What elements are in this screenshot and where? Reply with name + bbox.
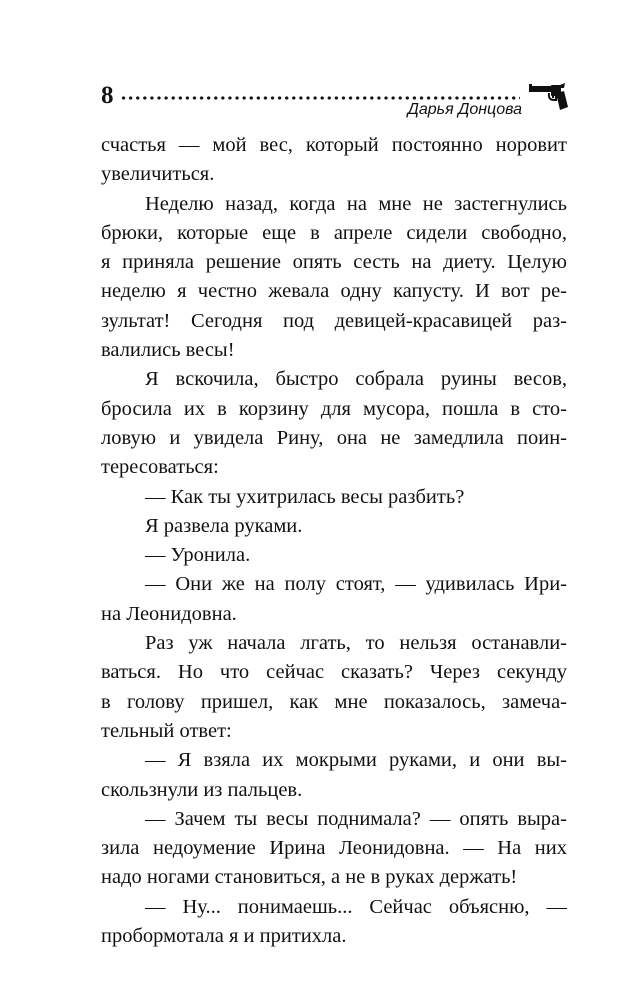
paragraph [101, 805, 567, 893]
text-line: счастья — мой вес, который постоянно норовит [101, 134, 567, 156]
paragraph [101, 570, 567, 629]
text-line: Неделю назад, когда на мне не застегнулись [145, 192, 567, 215]
text-line: зила недоумение Ирина Леонидовна. — На них [101, 837, 567, 860]
paragraph [101, 893, 567, 952]
text-line: на Леонидовна. [101, 602, 237, 625]
text-line: — Я взяла их мокрыми руками, и они вы- [145, 749, 567, 772]
text-line: тельный ответ: [101, 719, 232, 742]
text-line: ваться. Но что сейчас сказать? Через секунду [101, 661, 567, 684]
text-line: — Ну... понимаешь... Сейчас объясню, — [145, 895, 567, 918]
paragraph [101, 512, 567, 541]
text-line: увеличиться. [101, 163, 215, 186]
text-line: Я развела руками. [145, 514, 303, 537]
text-line: — Как ты ухитрилась весы разбить? [145, 485, 465, 508]
paragraph [101, 629, 567, 746]
text-line: надо ногами становиться, а не в руках держать! [101, 866, 518, 889]
text-line: Раз уж начала лгать, то нельзя останавли- [145, 632, 567, 655]
text-line: Я вскочила, быстро собрала руины весов, [145, 368, 567, 391]
page-number: 8 [101, 82, 114, 109]
text-line: — Они же на полу стоят, — удивилась Ири- [145, 573, 567, 596]
paragraph [101, 483, 567, 512]
text-line: бросила их в корзину для мусора, пошла в сто- [101, 397, 567, 420]
text-line: я приняла решение опять сесть на диету. Целую [101, 251, 567, 274]
text-line: брюки, которые еще в апреле сидели свободно, [101, 221, 567, 244]
body-text [101, 131, 567, 951]
paragraph [101, 131, 567, 190]
text-line: ловую и увидела Рину, она не замедлила поин- [101, 426, 567, 449]
text-line: в голову пришел, как мне показалось, замеча- [101, 690, 567, 713]
text-line: неделю я честно жевала одну капусту. И вот ре- [101, 280, 567, 303]
revolver-icon [527, 83, 569, 111]
text-line: пробормотала я и притихла. [101, 925, 347, 948]
text-line: — Уронила. [145, 544, 251, 567]
paragraph [101, 746, 567, 805]
paragraph [101, 365, 567, 482]
text-line: валились весы! [101, 339, 235, 362]
text-line: тересоваться: [101, 456, 219, 479]
text-line: — Зачем ты весы поднимала? — опять выра- [145, 807, 567, 830]
text-line: зультат! Сегодня под девицей-красавицей раз- [101, 309, 567, 332]
paragraph [101, 541, 567, 570]
text-line: скользнули из пальцев. [101, 778, 303, 801]
paragraph [101, 190, 567, 366]
running-head-author: Дарья Донцова [407, 101, 522, 118]
